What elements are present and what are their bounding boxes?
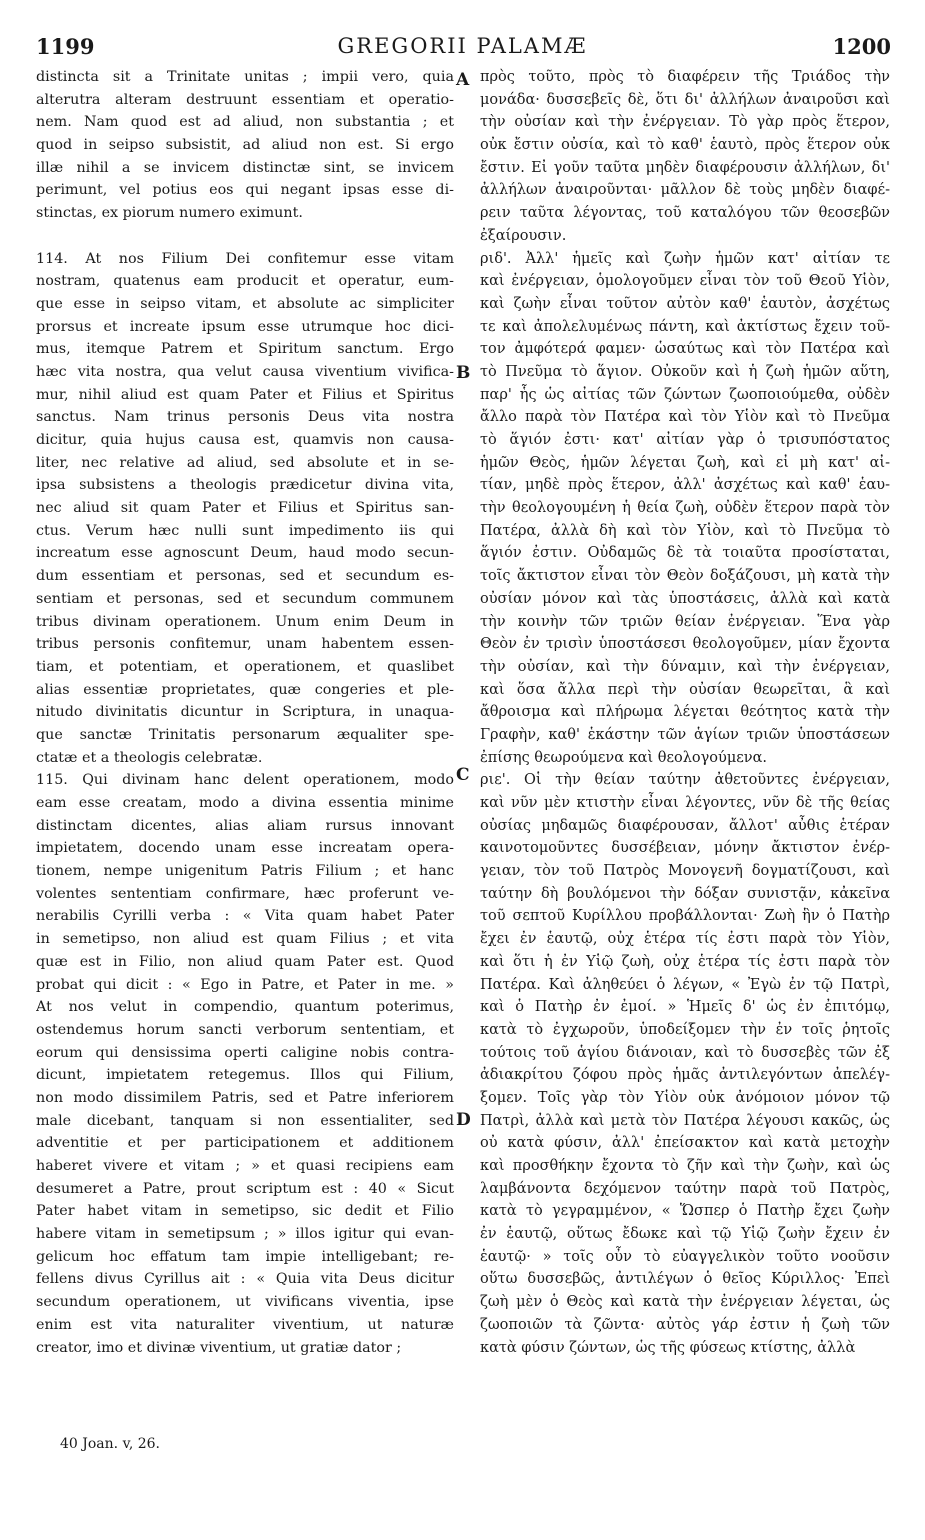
greek-text-line: ἡμῶν Θεὸς, ἡμῶν λέγεται ζωὴ, καὶ εἰ μὴ κατ' αἰ- — [480, 454, 890, 471]
latin-text-line: tiam, et potentiam, et operationem, et quaslibet — [36, 658, 454, 675]
latin-text-line: nitudo divinitatis dicuntur in Scriptura, in unaqua- — [36, 704, 454, 721]
greek-text-line: τον ἀμφότερά φαμεν· ὡσαύτως καὶ τὸν Πατέρα καὶ — [480, 341, 890, 358]
latin-text-line: haberet vivere et vitam ; » et quasi recipiens eam — [36, 1158, 454, 1174]
latin-text-line: adventitie et per participationem et additionem — [36, 1135, 454, 1152]
greek-text-line: ἐπίσης θεωρούμενα καὶ θεολογούμενα. — [480, 749, 767, 766]
page-header — [0, 34, 925, 64]
greek-text-line: ἅγιόν ἐστιν. Οὐδαμῶς δὲ τὰ τοιαῦτα προσίσταται, — [480, 545, 890, 562]
greek-text-line: ἀλλήλων ἀναιροῦνται· μᾶλλον δὲ τοὺς μηδὲν διαφέ- — [480, 182, 890, 199]
greek-text-line: ἔχει ἐν ἑαυτῷ, οὐχ ἑτέρα τίς ἐστι παρὰ τὸν Υἱὸν, — [480, 931, 890, 948]
latin-text-line: que esse in seipso vitam, et absolute ac simpliciter — [36, 295, 454, 312]
latin-text-line: in semetipso, non aliud est quam Filius ; et vita — [36, 931, 454, 948]
greek-text-line: κατὰ φύσιν ζώντων, ὡς τῆς φύσεως κτίστης, ἀλλὰ — [480, 1339, 856, 1356]
greek-text-line: ἐν ἑαυτῷ, οὕτως ἔδωκε καὶ τῷ Υἱῷ ζωὴν ἔχειν ἐν — [480, 1226, 890, 1243]
greek-text-line: οὐσίαν μόνον καὶ τὰς ὑποστάσεις, ἀλλὰ καὶ κατὰ — [480, 590, 890, 607]
latin-text-line: ostendemus horum sancti verborum sententiam, et — [36, 1021, 454, 1038]
greek-text-line: ἔστιν. Εἰ γοῦν ταῦτα μηδὲν διαφέρουσιν ἀλλήλων, δι' — [480, 159, 890, 176]
greek-text-line: τὴν θεολογουμένη ἡ θεία ζωὴ, οὐδὲν ἕτερον παρὰ τὸν — [480, 500, 890, 517]
greek-text-line: ἄθροισμα καὶ πλήρωμα λέγεται θεότητος κατὰ τὴν — [480, 704, 890, 721]
section-marker-c: C — [456, 765, 470, 785]
greek-text-line: γειαν, τὸν τοῦ Πατρὸς Μονογενῆ δογματίζουσι, καὶ — [480, 863, 890, 880]
greek-text-line: ζωὴ μὲν ὁ Θεὸς καὶ κατὰ τὴν ἐνέργειαν λέγεται, ὡς — [480, 1294, 890, 1311]
greek-text-line: ριε'. Οἱ τὴν θείαν ταύτην ἀθετοῦντες ἐνέργειαν, — [480, 772, 890, 789]
greek-text-line: οὕτω δυσσεβῶς, ἀντιλέγων ὁ θεῖος Κύριλλος· Ἐπεὶ — [480, 1271, 890, 1288]
latin-column — [36, 66, 454, 1359]
greek-text-line: οὐσίας μηδαμῶς διαφέρουσαν, ἄλλοτ' αὖθις ἑτέραν — [480, 817, 890, 834]
greek-text-line: τούτοις τοῦ ἁγίου διάνοιαν, καὶ τὸ δυσσεβὲς τῶν ἐξ — [480, 1044, 890, 1061]
latin-text-line: stinctas, ex piorum numero eximunt. — [36, 205, 303, 222]
latin-text-line: impietatem, docendo unam esse increatam opera- — [36, 840, 454, 857]
latin-text-line: mur, nihil aliud est quam Pater et Filius et Spiritus — [36, 386, 454, 403]
greek-text-line: καὶ ζωὴν εἶναι τοῦτον αὐτὸν καθ' ἑαυτὸν, ἀσχέτως — [480, 295, 890, 312]
greek-text-line: καὶ προσθήκην ἔχοντα τὸ ζῆν καὶ τὴν ζωὴν, καὶ ὡς — [480, 1158, 890, 1174]
latin-text-line: alterutra alteram destruunt essentiam et operatio- — [36, 91, 454, 108]
greek-text-line: καινοτομοῦντες δυσσέβειαν, μόνην ἄκτιστον ἐνέρ- — [480, 840, 890, 857]
latin-text-line: distincta sit a Trinitate unitas ; impii vero, quia — [36, 69, 454, 85]
greek-text-line: πρὸς τοῦτο, πρὸς τὸ διαφέρειν τῆς Τριάδος τὴν — [480, 69, 890, 85]
greek-text-line: μονάδα· δυσσεβεῖς δὲ, ὅτι δι' ἀλλήλων ἀναιροῦσι καὶ — [480, 91, 890, 108]
latin-text-line: mus, itemque Patrem et Spiritum sanctum. Ergo — [36, 341, 454, 358]
latin-text-line: alias essentiæ proprietates, quæ congeries et ple- — [36, 681, 454, 698]
greek-text-line: Γραφὴν, καθ' ἑκάστην τῶν ἁγίων τριῶν ὑποστάσεων — [480, 726, 890, 743]
latin-text-line: quod in seipso subsistit, ad aliud non est. Si ergo — [36, 137, 454, 154]
latin-text-line: 114. At nos Filium Dei confitemur esse vitam — [36, 250, 454, 267]
greek-text-line: Θεὸν ἐν τρισὶν ὑποστάσεσι θεολογοῦμεν, μίαν ἔχοντα — [480, 636, 890, 653]
latin-text-line: tionem, nempe unigenitum Patris Filium ; et hanc — [36, 863, 454, 880]
latin-text-line: 115. Qui divinam hanc delent operationem, modo — [36, 772, 454, 789]
latin-text-line: probat qui dicit : « Ego in Patre, et Pater in me. » — [36, 976, 454, 993]
latin-text-line: ctus. Verum hæc nulli sunt impedimento iis qui — [36, 522, 454, 539]
greek-text-line: Πατρὶ, ἀλλὰ καὶ μετὰ τὸν Πατέρα λέγουσι κακῶς, ὡς — [480, 1112, 890, 1129]
greek-text-line: ἐξαίρουσιν. — [480, 227, 567, 244]
greek-text-line: οὐ κατὰ φύσιν, ἀλλ' ἐπείσακτον καὶ κατὰ μετοχὴν — [480, 1135, 890, 1152]
latin-text-line: liter, nec relative ad aliud, sed absolute et in se- — [36, 454, 454, 471]
greek-column — [480, 66, 890, 1359]
latin-text-line: tribus personis confitemur, unam habentem essen- — [36, 636, 454, 653]
greek-text-line: τίαν, μηδὲ πρὸς ἕτερον, ἀλλ' ἀσχέτως καὶ καθ' ἑαυ- — [480, 477, 890, 494]
latin-text-line: Pater habet vitam in semetipso, sic dedit et Filio — [36, 1203, 454, 1220]
latin-text-line: enim est vita naturaliter viventium, ut naturæ — [36, 1316, 454, 1333]
greek-text-line: κατὰ τὸ ἐγχωροῦν, ὑποδείξομεν τὴν ἐν τοῖς ῥητοῖς — [480, 1021, 890, 1038]
latin-text-line: perimunt, vel potius eos qui negant ipsas esse di- — [36, 182, 454, 199]
latin-text-line: nostram, quatenus eam producit et operatur, eum- — [36, 273, 454, 290]
latin-text-line: sentiam et personas, sed et secundum communem — [36, 590, 454, 607]
greek-text-line: λαμβάνοντα δεχόμενον ταύτην παρὰ τοῦ Πατρὸς, — [480, 1180, 890, 1197]
latin-text-line: ctatæ et a theologis celebratæ. — [36, 749, 263, 766]
greek-text-line: τὴν οὐσίαν καὶ τὴν ἐνέργειαν. Τὸ γὰρ πρὸς ἕτερον, — [480, 114, 890, 131]
latin-text-line: volentes sententiam confirmare, hæc proferunt ve- — [36, 885, 454, 902]
latin-text-line: male dicebant, tanquam si non essentialiter, sed — [36, 1112, 454, 1129]
latin-text-line: illæ nihil a se invicem distinctæ sint, se invicem — [36, 159, 454, 176]
greek-text-line: καὶ ὅτι ἡ ἐν Υἱῷ ζωὴ, οὐχ ἑτέρα τίς ἐστι παρὰ τὸν — [480, 953, 890, 970]
latin-text-line: At nos velut in compendio, quantum poterimus, — [36, 999, 454, 1016]
latin-blank-line — [36, 225, 454, 248]
latin-text-line: prorsus et increate ipsum esse utrumque hoc dici- — [36, 318, 454, 335]
latin-text-line: non modo dissimilem Patris, sed et Patre inferiorem — [36, 1089, 454, 1106]
section-marker-b: B — [456, 363, 471, 383]
section-marker-a: A — [456, 70, 470, 90]
latin-text-line: increatum esse agnoscunt Deum, haud modo secun- — [36, 545, 454, 562]
section-marker-d: D — [456, 1110, 471, 1130]
latin-text-line: nem. Nam quod est ad aliud, non substantia ; et — [36, 114, 454, 131]
latin-text-line: sanctus. Nam trinus personis Deus vita nostra — [36, 409, 454, 426]
greek-text-line: ἀδιακρίτου ζόφου πρὸς ἡμᾶς ἀντιλεγόντων ἀπελέγ- — [480, 1067, 890, 1084]
greek-text-line: ἄλλο παρὰ τὸν Πατέρα καὶ τὸν Υἱὸν καὶ τὸ Πνεῦμα — [480, 409, 890, 426]
greek-text-line: τοῦ σεπτοῦ Κυρίλλου προβάλλονται· Ζωὴ ἣν ὁ Πατὴρ — [480, 908, 890, 925]
latin-text-line: nec aliud sit quam Pater et Filius et Spiritus san- — [36, 500, 454, 517]
latin-text-line: que sanctæ Trinitatis personarum æqualiter spe- — [36, 726, 454, 743]
latin-text-line: fellens divus Cyrillus ait : « Quia vita Deus dicitur — [36, 1271, 454, 1288]
latin-text-line: hæc vita nostra, qua velut causa viventium vivifica- — [36, 363, 454, 380]
footnote: 40 Joan. v, 26. — [60, 1436, 160, 1452]
greek-text-line: καὶ ἐνέργειαν, ὁμολογοῦμεν εἶναι τὸν τοῦ Θεοῦ Υἱὸν, — [480, 273, 890, 290]
greek-text-line: τὴν κοινὴν τῶν τριῶν θείαν ἐνέργειαν. Ἕνα γὰρ — [480, 613, 890, 630]
greek-text-line: τε καὶ ἀπολελυμένως πάντη, καὶ ἀκτίστως ἔχειν τοῦ- — [480, 318, 890, 335]
greek-text-line: ἑαυτῷ· » τοῖς οὖν τὸ εὐαγγελικὸν τοῦτο νοοῦσιν — [480, 1248, 890, 1265]
latin-text-line: eam esse creatam, modo a divina essentia minime — [36, 795, 454, 811]
latin-text-line: desumeret a Patre, prout scriptum est : 40 « Sicut — [36, 1180, 454, 1197]
latin-text-line: dum essentiam et personas, sed et secundum es- — [36, 568, 454, 585]
latin-text-line: dicitur, quia hujus causa est, quamvis non causa- — [36, 432, 454, 448]
latin-text-line: secundum operationem, ut vivificans viventia, ipse — [36, 1294, 454, 1311]
latin-text-line: creator, imo et divinæ viventium, ut gratiæ dator ; — [36, 1339, 402, 1356]
greek-text-line: τοῖς ἄκτιστον εἶναι τὸν Θεὸν δοξάζουσι, μὴ κατὰ τὴν — [480, 568, 890, 585]
latin-text-line: ipsa subsistens a theologis prædicetur divina vita, — [36, 477, 454, 494]
greek-text-line: καὶ νῦν μὲν κτιστὴν εἶναι λέγοντες, νῦν δὲ τῆς θείας — [480, 795, 890, 811]
greek-text-line: ταύτην δὴ βουλόμενοι τὴν δόξαν συνιστᾷν, κἀκεῖνα — [480, 885, 890, 902]
latin-text-line: dicunt, impietatem retegemus. Illos qui Filium, — [36, 1067, 454, 1084]
greek-text-line: τὸ ἅγιόν ἐστι· κατ' αἰτίαν γὰρ ὁ τρισυπόστατος — [480, 432, 890, 448]
greek-text-line: ξομεν. Τοῖς γὰρ τὸν Υἱὸν οὐκ ἀνόμοιον μόνον τῷ — [480, 1089, 890, 1106]
latin-text-line: eorum qui densissima operti caligine nobis contra- — [36, 1044, 454, 1061]
greek-text-line: τὸ Πνεῦμα τὸ ἅγιον. Οὐκοῦν καὶ ἡ ζωὴ ἡμῶν αὕτη, — [480, 363, 890, 380]
latin-text-line: distinctam dicentes, alias aliam rursus innovant — [36, 817, 454, 834]
greek-text-line: οὐκ ἔστιν οὐσία, καὶ τὸ καθ' ἑαυτὸ, πρὸς ἕτερον οὐκ — [480, 137, 890, 154]
greek-text-line: τὴν οὐσίαν, καὶ τὴν δύναμιν, καὶ τὴν ἐνέργειαν, — [480, 658, 890, 675]
latin-text-line: gelicum hoc effatum tam impie intelligebant; re- — [36, 1248, 454, 1265]
latin-text-line: habere vitam in semetipsum ; » illos igitur qui evan- — [36, 1226, 454, 1243]
running-title: GREGORII PALAMÆ — [337, 34, 588, 58]
right-page-number: 1200 — [832, 34, 891, 59]
greek-text-line: ζωοποιῶν τὰ ζῶντα· αὐτὸς γάρ ἐστιν ἡ ζωὴ τῶν — [480, 1316, 890, 1333]
greek-text-line: Πατέρα, ἀλλὰ δὴ καὶ τὸν Υἱὸν, καὶ τὸ Πνεῦμα τὸ — [480, 522, 890, 539]
greek-text-line: Πατέρα. Καὶ ἀληθεύει ὁ λέγων, « Ἐγὼ ἐν τῷ Πατρὶ, — [480, 976, 890, 993]
latin-text-line: tribus divinam operationem. Unum enim Deum in — [36, 613, 454, 630]
greek-text-line: καὶ ὅσα ἄλλα περὶ τὴν οὐσίαν θεωρεῖται, ἃ καὶ — [480, 681, 890, 698]
greek-text-line: καὶ ὁ Πατὴρ ἐν ἐμοί. » Ἡμεῖς δ' ὡς ἐν ἐπιτόμῳ, — [480, 999, 890, 1016]
latin-text-line: quæ est in Filio, non aliud quam Pater est. Quod — [36, 953, 454, 970]
greek-text-line: ριδ'. Ἀλλ' ἡμεῖς καὶ ζωὴν ἡμῶν κατ' αἰτίαν τε — [480, 250, 890, 267]
latin-text-line: nerabilis Cyrilli verba : « Vita quam habet Pater — [36, 908, 454, 925]
greek-text-line: ρειν ταῦτα λέγοντας, τοῦ καταλόγου τῶν θεοσεβῶν — [480, 205, 890, 222]
greek-text-line: κατὰ τὸ γεγραμμένον, « Ὥσπερ ὁ Πατὴρ ἔχει ζωὴν — [480, 1203, 890, 1220]
greek-text-line: παρ' ἧς ὡς αἰτίας τῶν ζώντων ζωοποιούμεθα, οὐδὲν — [480, 386, 890, 403]
left-page-number: 1199 — [36, 34, 95, 59]
